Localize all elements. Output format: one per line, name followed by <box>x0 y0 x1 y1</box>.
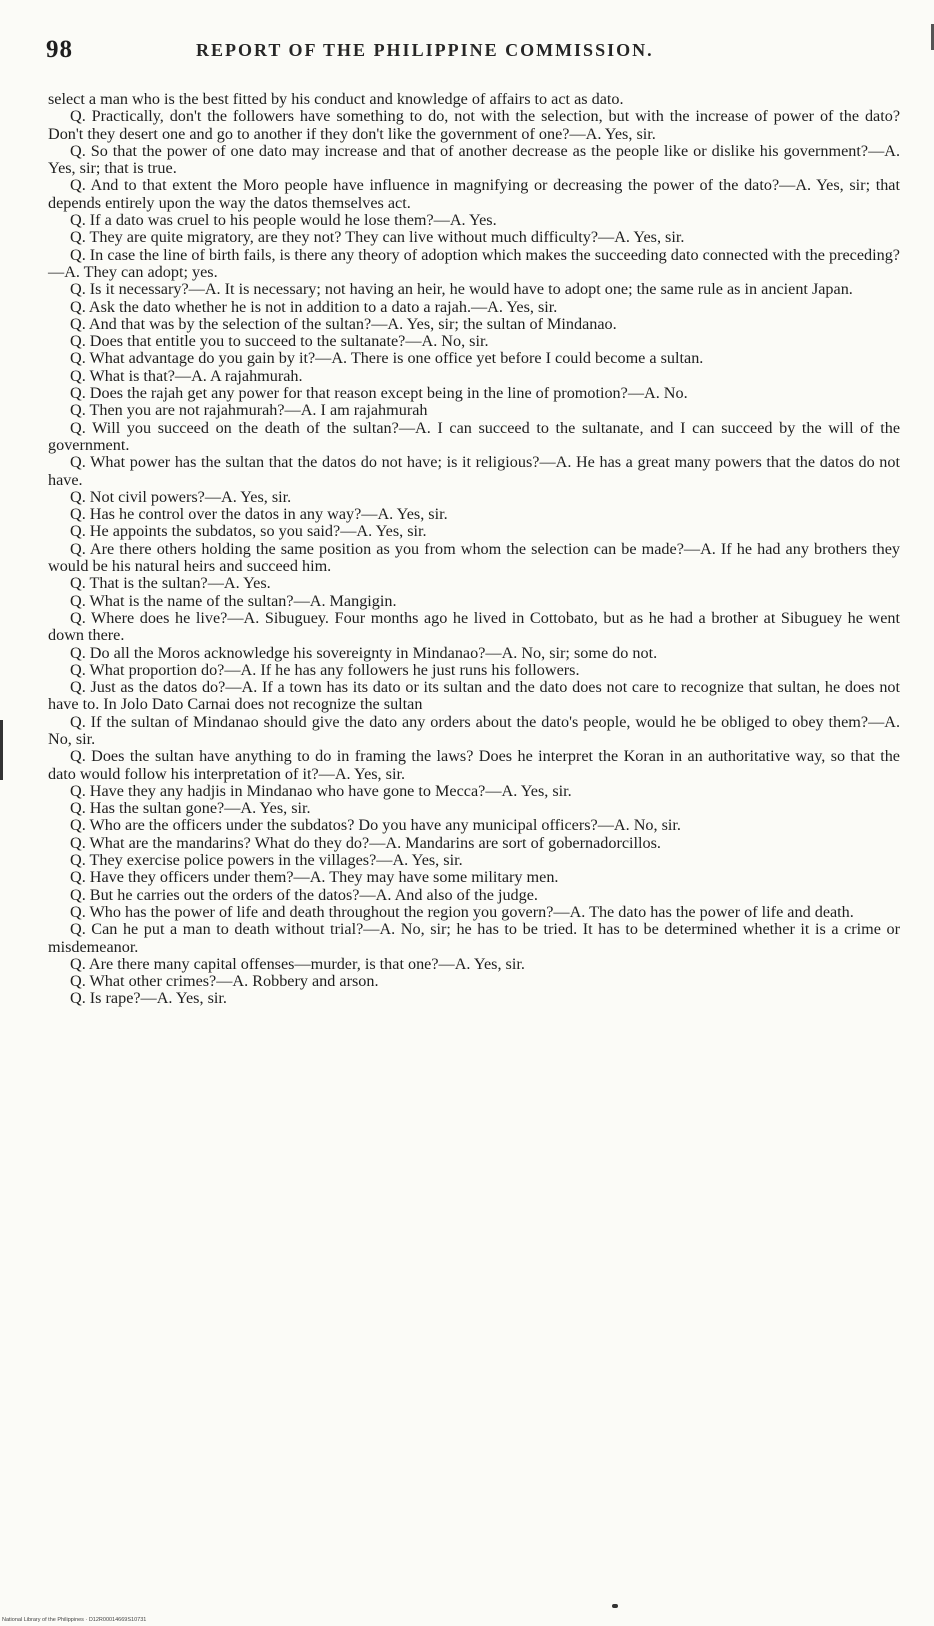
qa-paragraph: Q. Ask the dato whether he is not in addition to a dato a rajah.—A. Yes, sir. <box>70 297 558 316</box>
qa-paragraph: Q. Has he control over the datos in any way?—A. Yes, sir. <box>70 505 448 524</box>
qa-paragraph: Q. He appoints the subdatos, so you said?—A. Yes, sir. <box>70 522 427 541</box>
qa-paragraph: Q. Is rape?—A. Yes, sir. <box>70 989 227 1008</box>
scan-edge-mark-left <box>0 720 3 780</box>
qa-paragraph: Q. What other crimes?—A. Robbery and arson. <box>70 972 379 991</box>
qa-paragraph: Q. What are the mandarins? What do they do?—A. Mandarins are sort of gobernadorcillos. <box>70 833 661 852</box>
qa-paragraph: Q. What proportion do?—A. If he has any followers he just runs his followers. <box>70 660 580 679</box>
qa-paragraph: Q. Who has the power of life and death throughout the region you govern?—A. The dato has the power of life and death. <box>70 902 854 921</box>
qa-paragraph: Q. Do all the Moros acknowledge his sovereignty in Mindanao?—A. No, sir; some do not. <box>70 643 658 662</box>
qa-paragraph: Q. Have they officers under them?—A. They may have some military men. <box>70 868 559 887</box>
running-head: REPORT OF THE PHILIPPINE COMMISSION. <box>196 40 654 60</box>
qa-paragraph: Q. Then you are not rajahmurah?—A. I am rajahmurah <box>70 401 428 420</box>
qa-paragraph: Q. What is that?—A. A rajahmurah. <box>70 366 303 385</box>
qa-paragraph: Q. What is the name of the sultan?—A. Mangigin. <box>70 591 397 610</box>
qa-paragraph: Q. Are there others holding the same position as you from whom the selection can be made?—A. If he had any brothers they would be his natural heirs and succeed him. <box>48 539 900 576</box>
qa-paragraph: Q. Practically, don't the followers have something to do, not with the selection, but with the increase of power of the dato? Don't they desert one and go to another if they don't like the government of one?—A. Yes, sir. <box>48 107 900 143</box>
qa-paragraph: Q. Has the sultan gone?—A. Yes, sir. <box>70 799 311 818</box>
qa-paragraph: Q. They exercise police powers in the villages?—A. Yes, sir. <box>70 851 463 870</box>
qa-paragraph: Q. And to that extent the Moro people have influence in magnifying or decreasing the power of the dato?—A. Yes, sir; that depends entirely upon the way the datos themselves act. <box>48 176 900 212</box>
ink-mark <box>612 1604 618 1608</box>
qa-paragraph: Q. Can he put a man to death without trial?—A. No, sir; he has to be tried. It has to be determined whether it is a crime or misdemeanor. <box>48 920 900 956</box>
qa-paragraph: Q. If the sultan of Mindanao should give the dato any orders about the dato's people, would he be obliged to obey them?—A. No, sir. <box>48 712 900 748</box>
qa-paragraph: Q. If a dato was cruel to his people would he lose them?—A. Yes. <box>70 211 497 230</box>
qa-paragraph: Q. Does the sultan have anything to do in framing the laws? Does he interpret the Koran in an authoritative way, so that the dato would follow his interpretation of it?—A. Yes, sir. <box>48 747 900 783</box>
qa-paragraph: Q. Will you succeed on the death of the sultan?—A. I can succeed to the sultanate, and I can succeed by the will of the government. <box>48 418 900 454</box>
qa-paragraph: Q. They are quite migratory, are they not? They can live without much difficulty?—A. Yes, sir. <box>70 228 685 247</box>
qa-paragraph: Q. Just as the datos do?—A. If a town has its dato or its sultan and the dato does not care to recognize that sultan, he does not have to. In Jolo Dato Carnai does not recognize the sultan <box>48 678 900 714</box>
qa-paragraph: Q. And that was by the selection of the sultan?—A. Yes, sir; the sultan of Mindanao. <box>70 314 617 333</box>
page-number: 98 <box>46 36 73 63</box>
qa-paragraph: Q. What power has the sultan that the datos do not have; is it religious?—A. He has a great many powers that the datos do not have. <box>48 453 900 489</box>
qa-paragraph: Q. Who are the officers under the subdatos? Do you have any municipal officers?—A. No, sir. <box>70 816 681 835</box>
qa-paragraph: Q. Is it necessary?—A. It is necessary; not having an heir, he would have to adopt one; the same rule as in ancient Japan. <box>70 280 853 299</box>
qa-paragraph: Q. What advantage do you gain by it?—A. There is one office yet before I could become a sultan. <box>70 349 704 368</box>
qa-paragraph: Q. So that the power of one dato may increase and that of another decrease as the people like or dislike his government?—A. Yes, sir; that is true. <box>48 141 900 178</box>
qa-paragraph: Q. Have they any hadjis in Mindanao who have gone to Mecca?—A. Yes, sir. <box>70 781 572 800</box>
qa-paragraph: Q. Where does he live?—A. Sibuguey. Four months ago he lived in Cottobato, but as he had a brother at Sibuguey he went down there. <box>48 608 900 645</box>
page-header <box>46 36 906 66</box>
qa-paragraph: Q. Does that entitle you to succeed to the sultanate?—A. No, sir. <box>70 332 489 351</box>
body-text <box>48 91 900 1008</box>
qa-paragraph: Q. Does the rajah get any power for that reason except being in the line of promotion?—A. No. <box>70 384 688 403</box>
qa-paragraph: Q. But he carries out the orders of the datos?—A. And also of the judge. <box>70 885 538 904</box>
qa-paragraph: Q. Are there many capital offenses—murder, is that one?—A. Yes, sir. <box>70 954 525 973</box>
scan-footer: National Library of the Philippines · D12R00014669S10731 <box>2 1617 147 1623</box>
qa-paragraph: Q. In case the line of birth fails, is there any theory of adoption which makes the succeeding dato connected with the preceding?—A. They can adopt; yes. <box>48 245 900 281</box>
continued-paragraph: select a man who is the best fitted by his conduct and knowledge of affairs to act as dato. <box>48 90 624 108</box>
qa-paragraph: Q. Not civil powers?—A. Yes, sir. <box>70 487 292 506</box>
qa-paragraph: Q. That is the sultan?—A. Yes. <box>70 574 271 593</box>
